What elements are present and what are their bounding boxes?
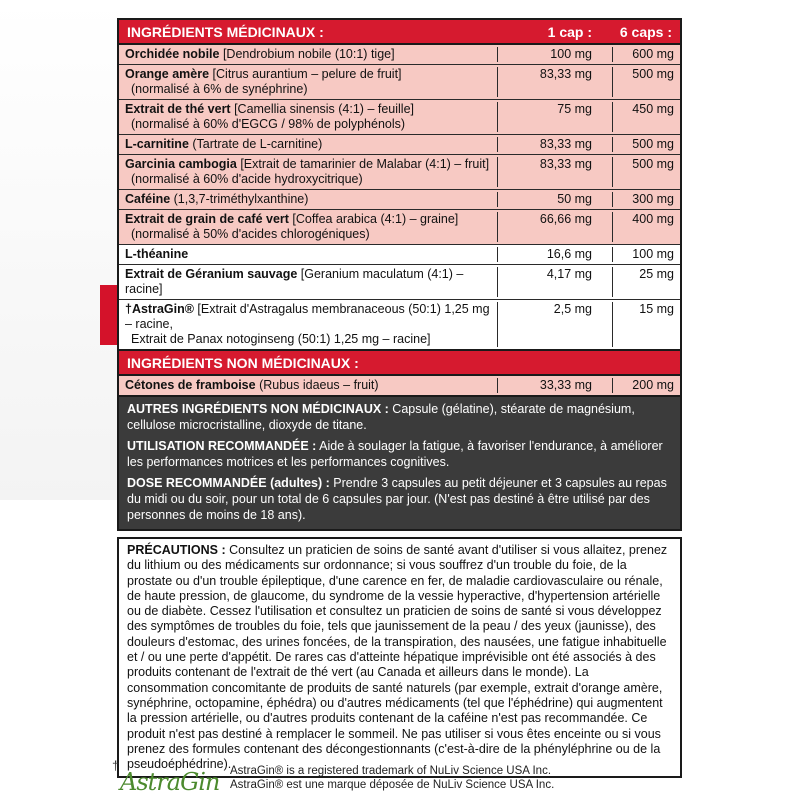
logo-dagger: † [112,758,120,773]
ingredient-row [119,210,680,245]
value-6caps: 200 mg [612,378,680,393]
value-1cap: 16,6 mg [497,247,612,262]
ingredient-name: Extrait de thé vert [Camellia sinensis (4:1) – feuille] (normalisé à 60% d'EGCG / 98% de polyphénols) [125,102,415,131]
ingredient-row [119,135,680,155]
value-1cap: 4,17 mg [497,267,612,297]
ingredient-name: Orchidée nobile [Dendrobium nobile (10:1) tige] [125,47,395,61]
precautions-text: Consultez un praticien de soins de santé avant d'utiliser si vous allaitez, prenez du lithium ou des médicaments sur ordonnance; si vous souffrez d'un trouble du foie, de la prostate ou d'un trouble épileptique, d'une carence en fer, de maladie cardiovasculaire ou rénale, de haute pression, de glaucome, du syndrome de la vessie hyperactive, d'hypertension artérielle ou de diabète. Cessez l'utilisation et consultez un praticien de soins de santé si vous développez des symptômes de troubles du foie, tels que jaunissement de la peau / des yeux (jaunisse), des douleurs d'estomac, des urines foncées, de la transpiration, des nausées, une fatigue inhabituelle et / ou une perte d'appétit. De rares cas d'atteinte hépatique imprévisible ont été associés à des produits contenant de l'extrait de thé vert (au Canada et ailleurs dans le monde). La consommation concomitante de produits de santé naturels (par exemple, extrait d'orange amère, synéphrine, octopamine, éphédra) ou d'autres médicaments (tel que l'éphédrine) qui augmentent la pression artérielle, ou d'autres produits contenant de la caféine n'est pas recommandée. Ce produit n'est pas destiné à remplacer le sommeil. Ne pas utiliser si vous êtes enceinte ou si vous prenez des formules contenant des décongestionnants (c'est-à-dire de la phényléphrine ou de la pseudoéphédrine). [127,543,668,772]
ingredient-row [119,300,680,349]
ingredient-row [119,265,680,300]
trademark-en: AstraGin® is a registered trademark of NuLiv Science USA Inc. [230,765,552,777]
ingredient-row [119,45,680,65]
value-6caps: 15 mg [612,302,680,347]
non-medicinal-rows [119,376,680,395]
ingredient-name: †AstraGin® [Extrait d'Astragalus membranaceous (50:1) 1,25 mg – racine, Extrait de Panax notoginseng (50:1) 1,25 mg – racine] [125,302,490,346]
ingredient-name: Extrait de Géranium sauvage [Geranium maculatum (4:1) – racine] [125,267,464,296]
col-1cap: 1 cap : [547,23,592,40]
ingredient-row [119,155,680,190]
ingredient-row [119,65,680,100]
value-6caps: 100 mg [612,247,680,262]
value-1cap: 50 mg [497,192,612,207]
ingredient-row [119,190,680,210]
trademark-notice [230,764,554,792]
medicinal-title: INGRÉDIENTS MÉDICINAUX : [127,23,324,40]
ingredient-name: L-théanine [125,247,189,261]
value-6caps: 500 mg [612,137,680,152]
background-left [0,0,118,500]
col-6caps: 6 caps : [619,23,672,40]
precautions-block [117,537,682,778]
logo-wordmark: AstraGin [120,768,220,796]
value-6caps: 25 mg [612,267,680,297]
ingredient-row [119,100,680,135]
medicinal-ingredients-table [117,18,682,351]
value-1cap: 83,33 mg [497,157,612,187]
medicinal-header [119,20,680,45]
value-1cap: 100 mg [497,47,612,62]
value-6caps: 400 mg [612,212,680,242]
value-1cap: 83,33 mg [497,67,612,97]
astragin-logo [112,758,222,798]
value-1cap: 66,66 mg [497,212,612,242]
value-1cap: 33,33 mg [497,378,612,393]
value-6caps: 500 mg [612,67,680,97]
ingredient-name: Caféine (1,3,7-triméthylxanthine) [125,192,309,206]
value-1cap: 75 mg [497,102,612,132]
value-1cap: 2,5 mg [497,302,612,347]
value-6caps: 600 mg [612,47,680,62]
ingredient-name: L-carnitine (Tartrate de L-carnitine) [125,137,323,151]
medicinal-rows [119,45,680,349]
recommended-use: UTILISATION RECOMMANDÉE : Aide à soulager la fatigue, à favoriser l'endurance, à améliorer les performances motrices et les performances cognitives. [127,439,663,469]
value-1cap: 83,33 mg [497,137,612,152]
other-ingredients: AUTRES INGRÉDIENTS NON MÉDICINAUX : Capsule (gélatine), stéarate de magnésium, cellulose microcristalline, dioxyde de titane. [127,402,635,432]
value-6caps: 450 mg [612,102,680,132]
ingredient-row [119,376,680,395]
precautions-label: PRÉCAUTIONS : [127,543,226,557]
ingredient-row [119,245,680,265]
ingredient-name: Garcinia cambogia [Extrait de tamarinier de Malabar (4:1) – fruit] (normalisé à 60% d'acide hydroxycitrique) [125,157,490,186]
non-medicinal-table [117,351,682,397]
ingredient-name: Orange amère [Citrus aurantium – pelure de fruit] (normalisé à 6% de synéphrine) [125,67,402,96]
ingredient-name: Cétones de framboise (Rubus idaeus – fruit) [125,378,379,392]
recommended-dose: DOSE RECOMMANDÉE (adultes) : Prendre 3 capsules au petit déjeuner et 3 capsules au repas du midi ou du soir, pour un total de 6 capsules par jour. (N'est pas destiné à être utilisé par des personnes de moins de 18 ans). [127,476,667,522]
non-medicinal-title: INGRÉDIENTS NON MÉDICINAUX : [127,354,359,371]
ingredient-name: Extrait de grain de café vert [Coffea arabica (4:1) – graine] (normalisé à 50% d'acides chlorogéniques) [125,212,459,241]
non-medicinal-header [119,351,680,376]
info-block [117,397,682,531]
value-6caps: 300 mg [612,192,680,207]
value-6caps: 500 mg [612,157,680,187]
footer [112,758,712,798]
trademark-fr: AstraGin® est une marque déposée de NuLiv Science USA Inc. [230,779,555,791]
